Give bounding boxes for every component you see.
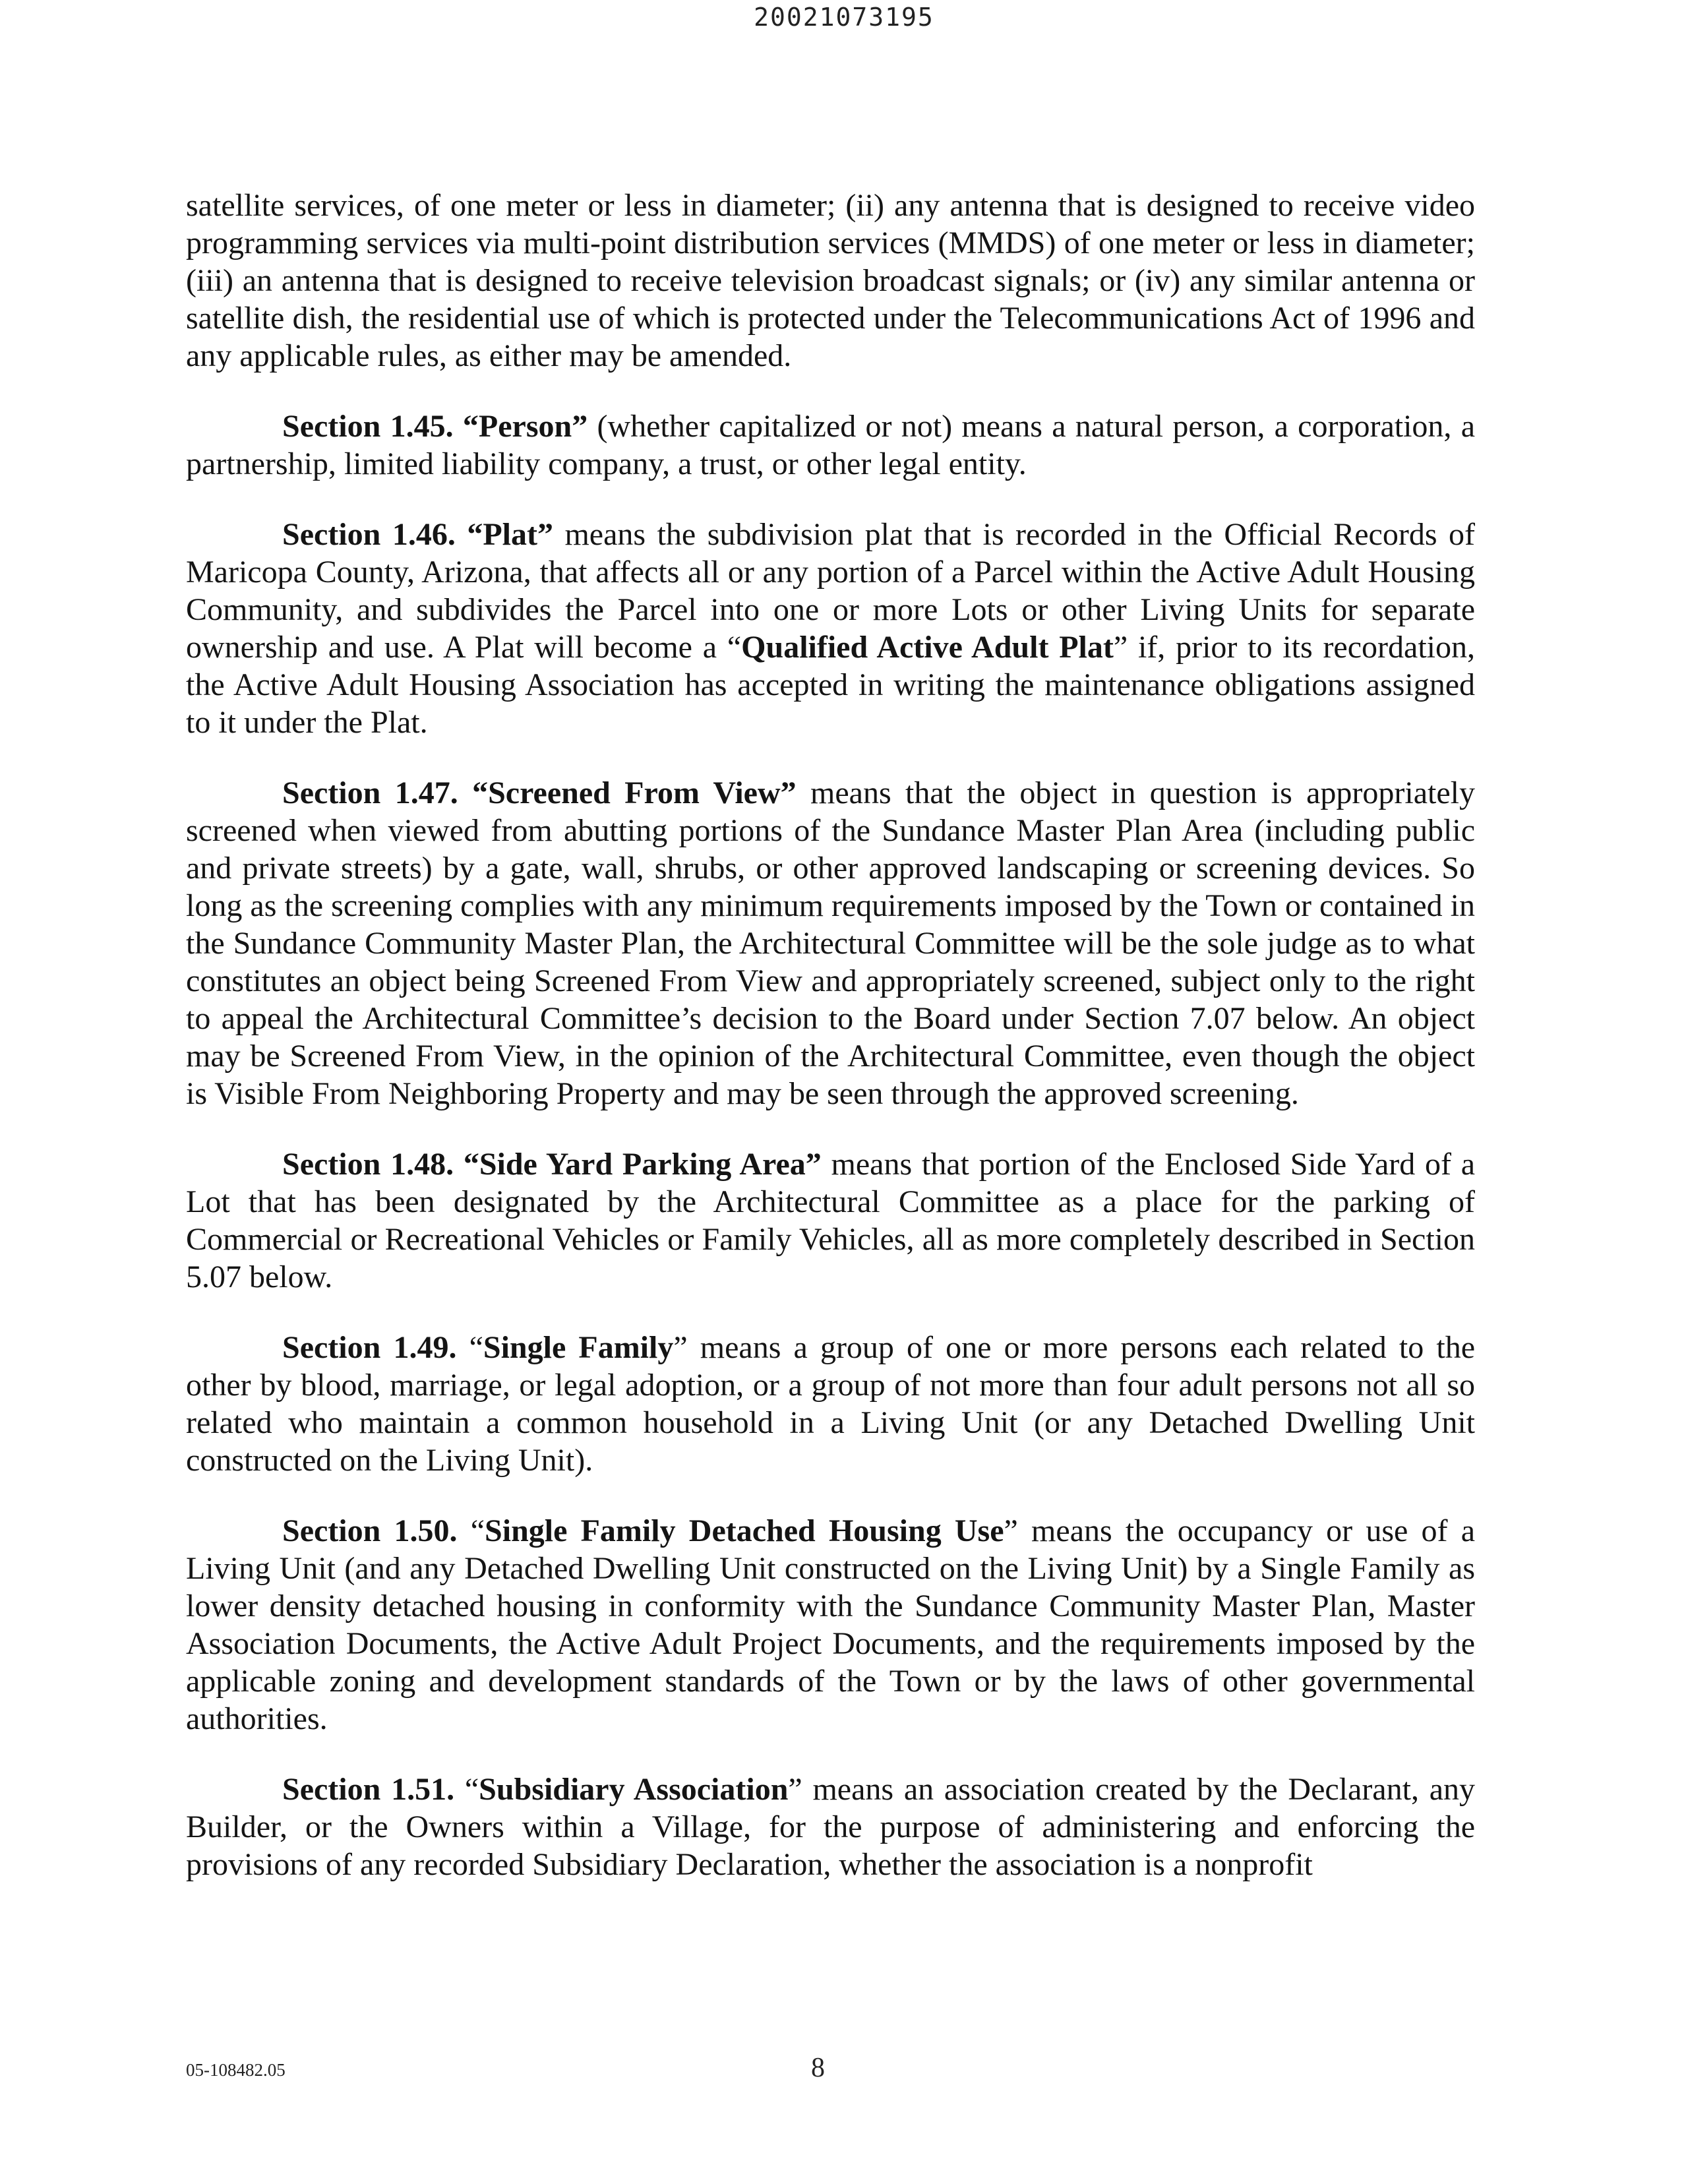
open-quote: “ [454, 1772, 479, 1807]
section-label: Section 1.46. [282, 517, 456, 552]
section-text: ” means an association created by the Declarant, any Builder, or the Owners within a Village, for the purpose of administering and enforcing the provisions of any recorded Subsidiary Declaration, whether the association is a nonprofit [186, 1772, 1476, 1882]
section-1-48 [186, 1145, 1475, 1296]
section-label: Section 1.50. [282, 1513, 458, 1548]
section-1-46 [186, 516, 1475, 741]
section-1-51 [186, 1771, 1475, 1883]
recording-number: 20021073195 [754, 3, 934, 32]
section-1-47 [186, 774, 1475, 1112]
section-label: Section 1.48. [282, 1147, 454, 1182]
defined-term: “Screened From View” [472, 775, 797, 810]
section-text: means that the object in question is appropriately screened when viewed from abutting portions of the Sundance Master Plan Area (including public and private streets) by a gate, wall, shrubs, or other approved landscaping or screening devices. So long as the screening complies with any minimum requirements imposed by the Town or contained in the Sundance Community Master Plan, the Architectural Committee will be the sole judge as to what constitutes an object being Screened From View and appropriately screened, subject only to the right to appeal the Architectural Committee’s decision to the Board under Section 7.07 below. An object may be Screened From View, in the opinion of the Architectural Committee, even though the object is Visible From Neighboring Property and may be seen through the approved screening. [186, 775, 1476, 1111]
section-text: means that portion of the Enclosed Side Yard of a Lot that has been designated by the Architectural Committee as a place for the parking of Commercial or Recreational Vehicles or Family Vehicles, all as more completely described in Section 5.07 below. [186, 1147, 1476, 1294]
section-1-50 [186, 1512, 1475, 1738]
open-quote: “ [456, 1330, 483, 1365]
section-label: Section 1.47. [282, 775, 458, 810]
defined-term: “Side Yard Parking Area” [463, 1147, 822, 1182]
open-quote: “ [457, 1513, 485, 1548]
intro-paragraph: satellite services, of one meter or less in diameter; (ii) any antenna that is designed to receive video programming services via multi-point distribution services (MMDS) of one meter or less in diameter; (iii) an antenna that is designed to receive television broadcast signals; or (iv) any similar antenna or satellite dish, the residential use of which is protected under the Telecommunications Act of 1996 and any applicable rules, as either may be amended. [186, 188, 1475, 373]
section-label: Section 1.49. [282, 1330, 457, 1365]
defined-term: Single Family Detached Housing Use [485, 1513, 1004, 1548]
document-code: 05-108482.05 [186, 2060, 286, 2080]
page-number: 8 [811, 2053, 825, 2083]
section-text: ” means a group of one or more persons each related to the other by blood, marriage, or legal adoption, or a group of not more than four adult persons not all so related who maintain a common household in a Living Unit (or any Detached Dwelling Unit constructed on the Living Unit). [186, 1330, 1476, 1478]
defined-term: “Plat” [467, 517, 553, 552]
defined-term: Subsidiary Association [479, 1772, 789, 1807]
section-1-49 [186, 1329, 1475, 1479]
defined-term-secondary: Qualified Active Adult Plat [741, 630, 1114, 665]
section-text: (whether capitalized or not) means a natural person, a corporation, a partnership, limited liability company, a trust, or other legal entity. [186, 409, 1476, 481]
section-text-continued: ” if, prior to its recordation, the Active Adult Housing Association has accepted in writing the maintenance obligations assigned to it under the Plat. [186, 630, 1476, 740]
section-text: ” means the occupancy or use of a Living Unit (and any Detached Dwelling Unit constructed on the Living Unit) by a Single Family as lower density detached housing in conformity with the Sundance Community Master Plan, Master Association Documents, the Active Adult Project Documents, and the requirements imposed by the applicable zoning and development standards of the Town or by the laws of other governmental authorities. [186, 1513, 1476, 1736]
section-text: means the subdivision plat that is recorded in the Official Records of Maricopa County, Arizona, that affects all or any portion of a Parcel within the Active Adult Housing Community, and subdivides the Parcel into one or more Lots or other Living Units for separate ownership and use. A Plat will become a “ [186, 517, 1476, 665]
document-body [186, 187, 1475, 1916]
section-1-45 [186, 408, 1475, 483]
section-label: Section 1.45. [282, 409, 454, 444]
defined-term: Single Family [483, 1330, 674, 1365]
defined-term: “Person” [462, 409, 588, 444]
section-label: Section 1.51. [282, 1772, 455, 1807]
